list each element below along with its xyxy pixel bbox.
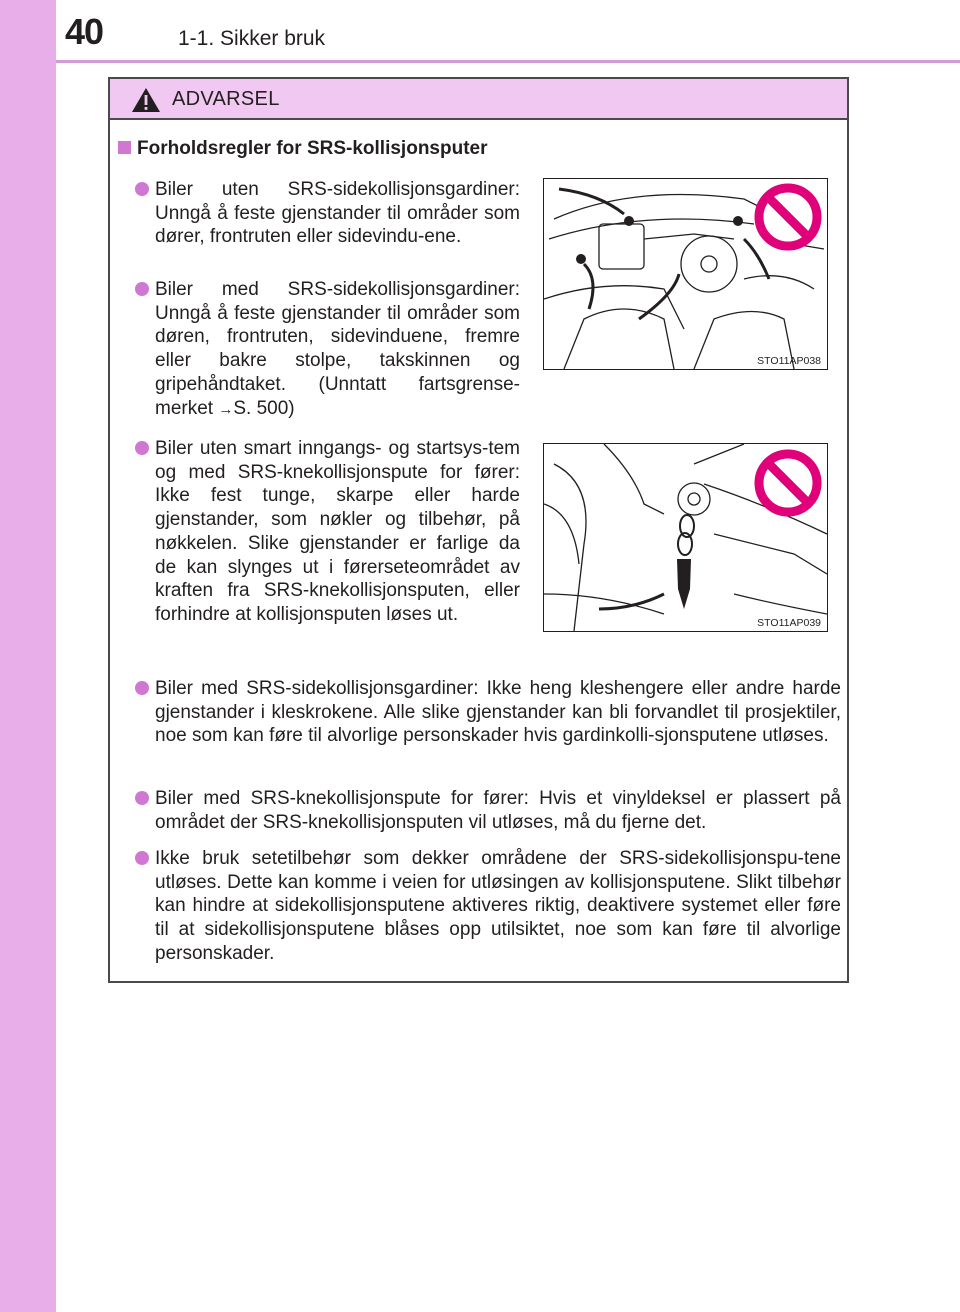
- list-item: [155, 677, 841, 748]
- warning-box: [108, 77, 849, 983]
- circle-bullet-icon: [135, 441, 149, 455]
- bullet-text: Biler uten SRS-sidekollisjonsgardiner: Unngå å feste gjenstander til områder som dører, frontruten eller sidevindu-ene.: [155, 179, 520, 248]
- list-item: [155, 178, 520, 249]
- prohibited-icon: [754, 183, 822, 251]
- reference-arrow-icon: →: [218, 400, 234, 418]
- prohibited-icon: [754, 449, 822, 517]
- square-bullet-icon: [118, 141, 131, 154]
- subheading-text: Forholdsregler for SRS-kollisjonsputer: [137, 138, 488, 159]
- figure-code: STO11AP039: [757, 617, 821, 629]
- list-item: [155, 278, 520, 421]
- circle-bullet-icon: [135, 681, 149, 695]
- bullet-text: Biler med SRS-knekollisjonspute for fører: Hvis et vinyldeksel er plassert på området der SRS-knekollisjonsputen vil utløses, må du fjerne det.: [155, 788, 841, 833]
- figure-dashboard-illustration: [543, 178, 828, 370]
- section-title: 1-1. Sikker bruk: [178, 27, 326, 50]
- page-number: 40: [65, 11, 104, 52]
- list-item: [155, 437, 520, 627]
- warning-title: ADVARSEL: [172, 88, 280, 110]
- side-tab-strip: [0, 0, 56, 1312]
- figure-key-illustration: [543, 443, 828, 632]
- bullet-text: Biler uten smart inngangs- og startsys-tem og med SRS-knekollisjonspute for fører: Ikke fest tunge, skarpe eller harde gjenstander, som nøkler og tilbehør, på nøkkelen. Slike gjenstander er farlige da de kan slynges ut i førerseteområdet av kraften fra SRS-knekollisjonsputen, eller forhindre at kollisjonsputen løses ut.: [155, 438, 520, 625]
- warning-triangle-icon: [131, 87, 161, 113]
- bullet-text: Biler med SRS-sidekollisjonsgardiner: Unngå å feste gjenstander til områder som døren, frontruten, sidevinduene, fremre eller bakre stolpe, takskinnen og gripehåndtaket. (Unntatt fartsgrense-merket: [155, 279, 520, 419]
- circle-bullet-icon: [135, 791, 149, 805]
- header-divider: [56, 60, 960, 63]
- list-item: [155, 847, 841, 966]
- list-item: [155, 787, 841, 834]
- circle-bullet-icon: [135, 851, 149, 865]
- subheading: [110, 138, 488, 160]
- circle-bullet-icon: [135, 182, 149, 196]
- figure-code: STO11AP038: [757, 355, 821, 367]
- bullet-text: Biler med SRS-sidekollisjonsgardiner: Ikke heng kleshengere eller andre harde gjenstander i kleskrokene. Alle slike gjenstander kan bli forvandlet til prosjektiler, noe som kan føre til alvorlige personskader hvis gardinkolli-sjonsputene utløses.: [155, 678, 841, 747]
- circle-bullet-icon: [135, 282, 149, 296]
- bullet-text: Ikke bruk setetilbehør som dekker områdene der SRS-sidekollisjonspu-tene utløses. Dette kan komme i veien for utløsingen av kollisjonsputene. Slikt tilbehør kan hindre at sidekollisjonsputene aktiveres riktig, deaktivere systemet eller føre til at sidekollisjonsputene blåses opp utilsiktet, noe som kan føre til alvorlige personskader.: [155, 848, 841, 964]
- page-reference-link[interactable]: S. 500): [233, 397, 295, 419]
- warning-header: [110, 79, 847, 120]
